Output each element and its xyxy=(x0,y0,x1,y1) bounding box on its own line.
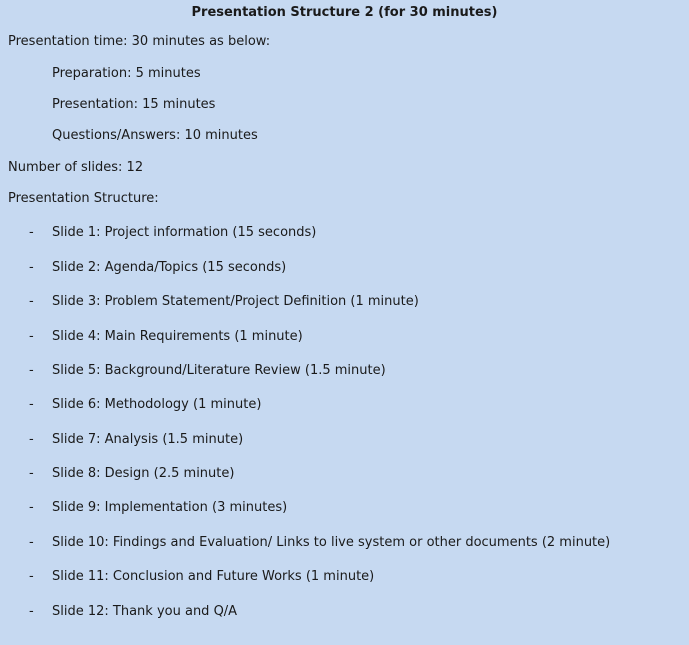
bullet-dash: - xyxy=(29,569,34,584)
slide-item-text: Slide 2: Agenda/Topics (15 seconds) xyxy=(52,260,287,275)
structure-heading: Presentation Structure: xyxy=(8,191,159,206)
presentation-time-text: Presentation time: 30 minutes as below: xyxy=(8,34,271,49)
slide-item-text: Slide 11: Conclusion and Future Works (1 minute) xyxy=(52,569,375,584)
slide-list-item xyxy=(0,499,689,517)
slide-item-text: Slide 10: Findings and Evaluation/ Links to live system or other documents (2 minute) xyxy=(52,535,611,550)
time-item-preparation: Preparation: 5 minutes xyxy=(52,66,201,81)
slide-list-item xyxy=(0,362,689,380)
slide-list-item xyxy=(0,259,689,277)
slide-list-item xyxy=(0,328,689,346)
bullet-dash: - xyxy=(29,604,34,619)
slide-list-item xyxy=(0,396,689,414)
bullet-dash: - xyxy=(29,500,34,515)
slide-list-item xyxy=(0,465,689,483)
time-item-presentation: Presentation: 15 minutes xyxy=(52,97,216,112)
slide-item-text: Slide 3: Problem Statement/Project Definition (1 minute) xyxy=(52,294,419,309)
bullet-dash: - xyxy=(29,329,34,344)
bullet-dash: - xyxy=(29,535,34,550)
slide-list-item xyxy=(0,293,689,311)
slide-list-item xyxy=(0,534,689,552)
bullet-dash: - xyxy=(29,432,34,447)
slide-item-text: Slide 12: Thank you and Q/A xyxy=(52,604,238,619)
slide-item-text: Slide 9: Implementation (3 minutes) xyxy=(52,500,288,515)
bullet-dash: - xyxy=(29,260,34,275)
document-title: Presentation Structure 2 (for 30 minutes) xyxy=(191,5,498,20)
slide-list-item xyxy=(0,568,689,586)
slide-item-text: Slide 4: Main Requirements (1 minute) xyxy=(52,329,303,344)
number-of-slides-text: Number of slides: 12 xyxy=(8,160,144,175)
bullet-dash: - xyxy=(29,294,34,309)
slide-list-item xyxy=(0,603,689,621)
slide-list-item xyxy=(0,431,689,449)
slide-item-text: Slide 8: Design (2.5 minute) xyxy=(52,466,235,481)
time-item-questions: Questions/Answers: 10 minutes xyxy=(52,128,258,143)
bullet-dash: - xyxy=(29,363,34,378)
slide-item-text: Slide 6: Methodology (1 minute) xyxy=(52,397,262,412)
bullet-dash: - xyxy=(29,466,34,481)
bullet-dash: - xyxy=(29,397,34,412)
slide-item-text: Slide 5: Background/Literature Review (1.5 minute) xyxy=(52,363,386,378)
bullet-dash: - xyxy=(29,225,34,240)
slide-list-item xyxy=(0,224,689,242)
slide-item-text: Slide 7: Analysis (1.5 minute) xyxy=(52,432,244,447)
slide-item-text: Slide 1: Project information (15 seconds) xyxy=(52,225,317,240)
